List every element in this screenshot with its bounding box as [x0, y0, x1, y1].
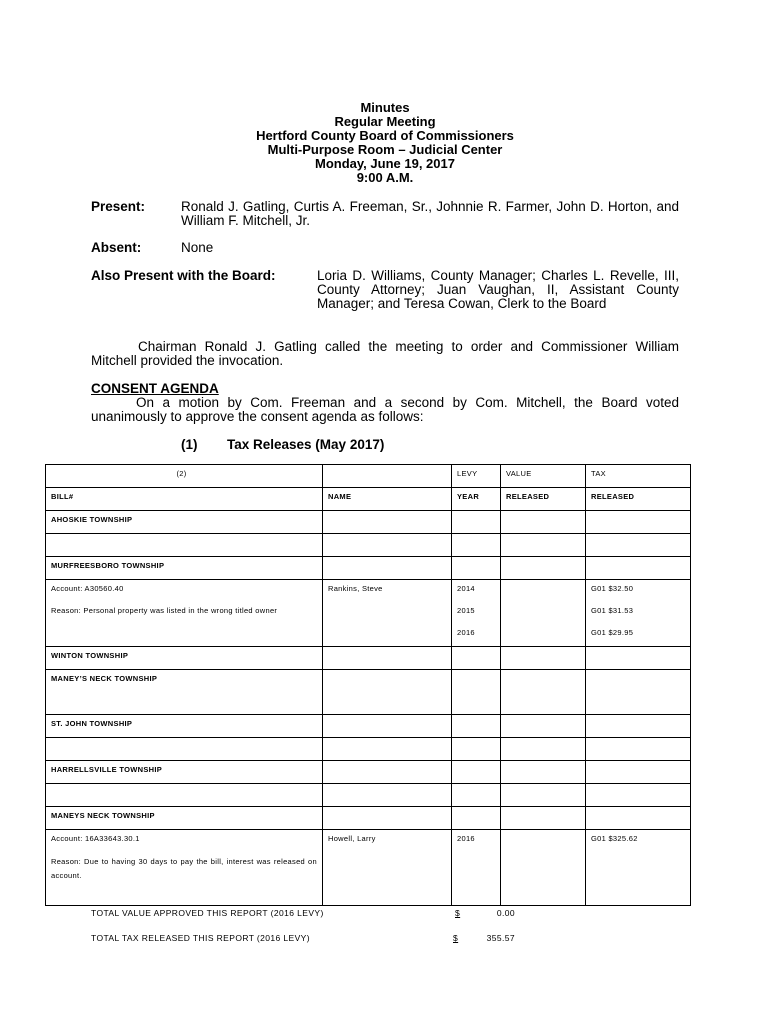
levy-year: 2014 — [452, 580, 501, 603]
table-row — [46, 761, 691, 784]
levy-year: 2015 — [452, 602, 501, 624]
table-row — [46, 807, 691, 830]
table-row — [46, 602, 691, 624]
township-maneys-neck-apos: MANEY’S NECK TOWNSHIP — [46, 670, 323, 715]
empty-cell — [323, 465, 452, 488]
table-row — [46, 830, 691, 853]
total-value-amount — [455, 908, 515, 918]
table-row — [46, 534, 691, 557]
levy-year: 2016 — [452, 830, 501, 853]
tax-released: G01 $32.50 — [586, 580, 691, 603]
consent-agenda-heading: CONSENT AGENDA — [91, 381, 219, 396]
township-murfreesboro: MURFREESBORO TOWNSHIP — [46, 557, 323, 580]
header-meeting-type: Regular Meeting — [334, 114, 436, 129]
currency-symbol: $ — [453, 933, 459, 943]
tax-released: G01 $325.62 — [586, 830, 691, 853]
also-present-list: Loria D. Williams, County Manager; Charles L. Revelle, III, County Attorney; Juan Vaughan, II, Assistant County Manager; and Teresa Cowan, Clerk to the Board — [317, 268, 679, 311]
table-header-row — [46, 488, 691, 511]
table-row — [46, 557, 691, 580]
levy-year: 2016 — [452, 624, 501, 647]
bill-account: Account: A30560.40 — [46, 580, 323, 603]
header-board: Hertford County Board of Commissioners — [256, 128, 514, 143]
total-tax-amount — [453, 933, 515, 943]
total-value-label: TOTAL VALUE APPROVED THIS REPORT (2016 LEVY) — [91, 908, 324, 918]
amount-value: 0.00 — [496, 908, 515, 918]
taxpayer-name: Rankins, Steve — [323, 580, 452, 603]
header-date: Monday, June 19, 2017 — [315, 156, 455, 171]
tax-released: G01 $29.95 — [586, 624, 691, 647]
opening-paragraph: Chairman Ronald J. Gatling called the meeting to order and Commissioner William Mitchell provided the invocation. — [91, 339, 679, 368]
header-location: Multi-Purpose Room – Judicial Center — [267, 142, 503, 157]
taxpayer-name: Howell, Larry — [323, 830, 452, 853]
absent-list: None — [181, 240, 214, 255]
release-reason: Reason: Due to having 30 days to pay the bill, interest was released on account. — [46, 852, 323, 906]
header-title: Minutes — [360, 100, 410, 115]
table-row — [46, 511, 691, 534]
present-list: Ronald J. Gatling, Curtis A. Freeman, Sr., Johnnie R. Farmer, John D. Horton, and William F. Mitchell, Jr. — [181, 199, 679, 228]
amount-value: 355.57 — [486, 933, 515, 943]
table-row — [46, 580, 691, 603]
table-header-row — [46, 465, 691, 488]
item-number: (1) — [181, 437, 198, 452]
value-header: VALUE — [501, 465, 586, 488]
bill-account: Account: 16A33643.30.1 — [46, 830, 323, 853]
col-number-header: (2) — [46, 465, 323, 488]
table-row — [46, 852, 691, 906]
currency-symbol: $ — [455, 908, 461, 918]
tax-header: TAX — [586, 465, 691, 488]
tax-released-header: RELEASED — [586, 488, 691, 511]
table-row — [46, 784, 691, 807]
header-time: 9:00 A.M. — [356, 170, 414, 185]
release-reason: Reason: Personal property was listed in the wrong titled owner — [46, 602, 323, 624]
name-header: NAME — [323, 488, 452, 511]
township-st-john: ST. JOHN TOWNSHIP — [46, 715, 323, 738]
table-row — [46, 670, 691, 715]
tax-release-table — [45, 464, 691, 906]
present-label: Present: — [91, 199, 146, 214]
township-harrellsville: HARRELLSVILLE TOWNSHIP — [46, 761, 323, 784]
year-header: YEAR — [452, 488, 501, 511]
consent-agenda-text: On a motion by Com. Freeman and a second by Com. Mitchell, the Board voted unanimously to approve the consent agenda as follows: — [91, 395, 679, 424]
total-tax-label: TOTAL TAX RELEASED THIS REPORT (2016 LEVY) — [91, 933, 310, 943]
table-row — [46, 738, 691, 761]
levy-header: LEVY — [452, 465, 501, 488]
table-row — [46, 715, 691, 738]
tax-released: G01 $31.53 — [586, 602, 691, 624]
township-ahoskie: AHOSKIE TOWNSHIP — [46, 511, 323, 534]
township-maneys-neck: MANEYS NECK TOWNSHIP — [46, 807, 323, 830]
also-present-label: Also Present with the Board: — [91, 268, 276, 283]
absent-label: Absent: — [91, 240, 142, 255]
township-winton: WINTON TOWNSHIP — [46, 647, 323, 670]
item-title: Tax Releases (May 2017) — [227, 437, 385, 452]
bill-header: BILL# — [46, 488, 323, 511]
table-row — [46, 647, 691, 670]
value-released-header: RELEASED — [501, 488, 586, 511]
table-row — [46, 624, 691, 647]
